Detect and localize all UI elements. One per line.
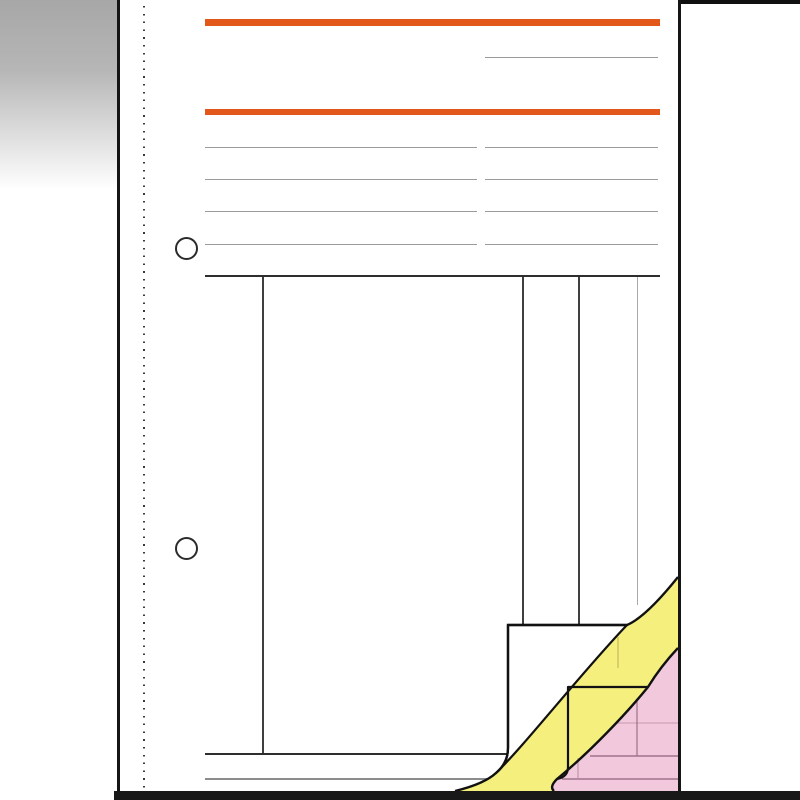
table-column-line [637,277,638,605]
accent-bar-middle [205,109,660,115]
customer-write-line [205,147,477,148]
delivery-date-line [485,147,658,148]
background-left-shadow [0,0,117,800]
customer-write-line [205,244,477,245]
page-curl-corner [440,560,678,791]
payment-terms-line [485,211,658,212]
punch-hole-bottom [175,537,198,560]
table-top-border [205,275,660,277]
accent-bar-top [205,19,660,26]
order-form-page [117,0,681,791]
photo-bottom-edge [114,791,800,800]
perforation-dotted-line [143,6,145,788]
punch-hole-top [175,237,198,260]
customer-write-line [205,179,477,180]
signature-line [485,244,658,245]
nr-datum-line [485,57,658,58]
delivery-terms-line [485,179,658,180]
table-column-line [262,277,264,753]
customer-write-line [205,211,477,212]
